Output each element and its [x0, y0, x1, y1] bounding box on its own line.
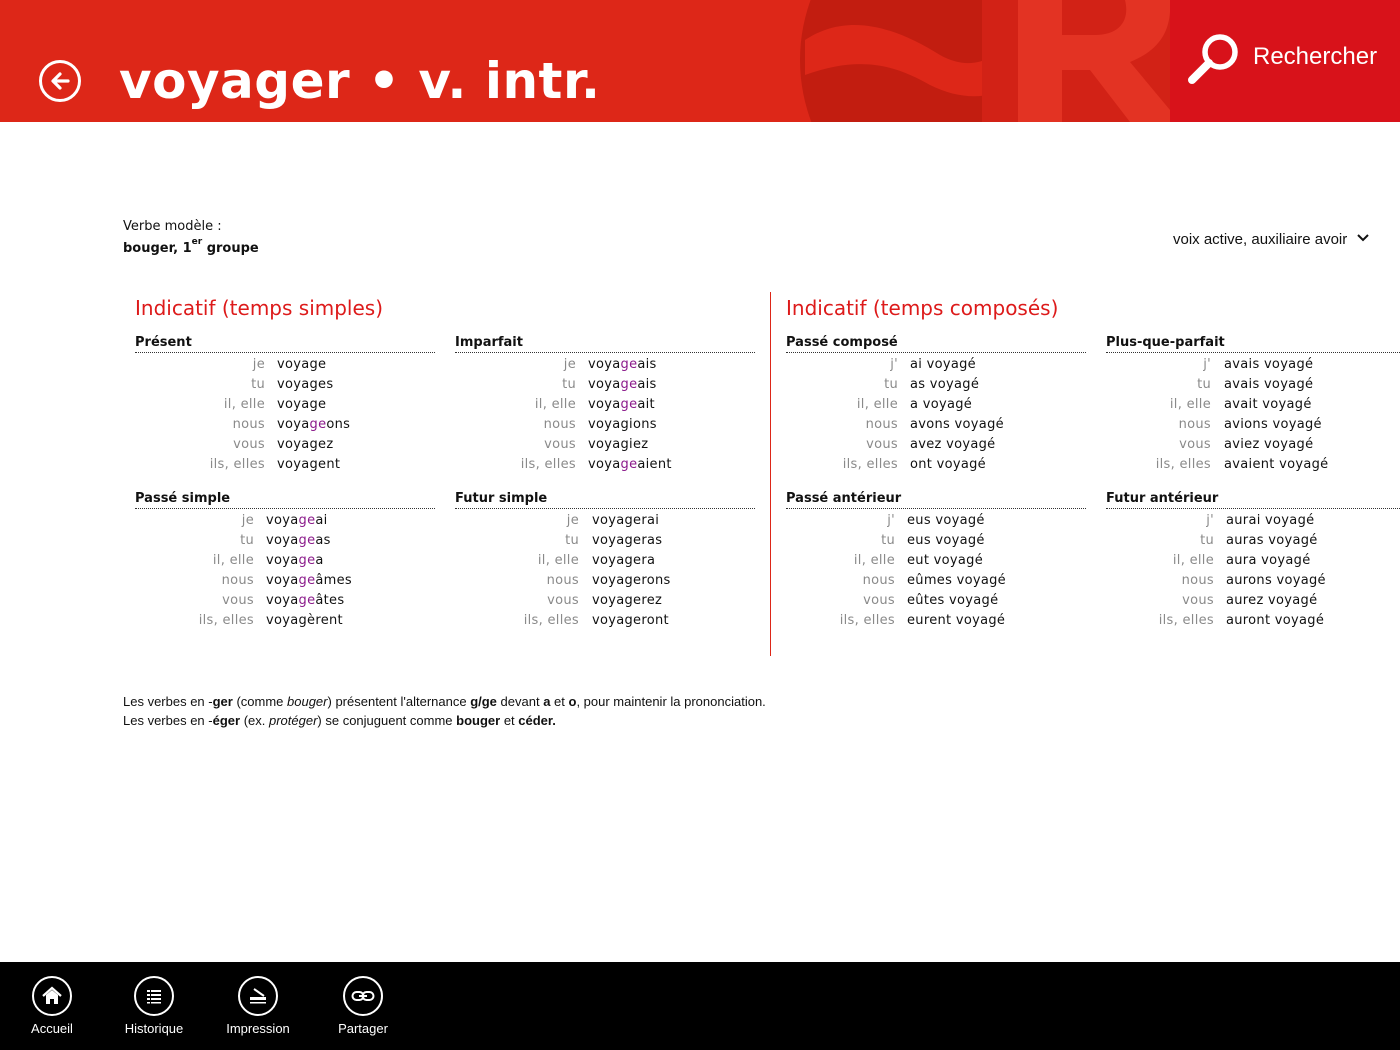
- conjugation-row: [786, 415, 1086, 435]
- conjugation-row: [1106, 435, 1400, 455]
- print-button[interactable]: [206, 962, 310, 1050]
- conjugation-row: [135, 435, 435, 455]
- verb-form: [592, 531, 662, 551]
- pronoun: tu: [884, 377, 898, 392]
- verb-form: [592, 511, 659, 531]
- conjugation-row: [455, 531, 755, 551]
- note-segment: ger: [212, 694, 233, 709]
- verb-form-part: a: [315, 553, 324, 568]
- pronoun: tu: [565, 533, 579, 548]
- verb-form-part: eurent voyagé: [907, 613, 1006, 628]
- conjugation-row: [455, 375, 755, 395]
- verb-form: [1226, 571, 1326, 591]
- verb-form: [588, 415, 657, 435]
- pronoun: ils, elles: [520, 457, 576, 472]
- share-button-circle: [343, 976, 383, 1016]
- tense-title: Futur simple: [455, 491, 755, 509]
- pronoun: ils, elles: [1155, 457, 1211, 472]
- verb-form-part: voyagerai: [592, 513, 660, 528]
- verb-form-part: ont voyagé: [910, 457, 986, 472]
- tense-imparfait: [455, 335, 755, 475]
- conjugation-row: [786, 395, 1086, 415]
- pronoun: vous: [233, 437, 265, 452]
- tense-title: Passé antérieur: [786, 491, 1086, 509]
- note-segment: o: [568, 694, 577, 709]
- pronoun: je: [252, 357, 265, 372]
- home-icon: [40, 984, 64, 1008]
- search-label: Rechercher: [1253, 43, 1378, 70]
- verb-form-part: ais: [637, 357, 657, 372]
- print-button-circle: [238, 976, 278, 1016]
- section-title-composed: Indicatif (temps composés): [786, 296, 1059, 320]
- verb-form-part: eut voyagé: [907, 553, 984, 568]
- pronoun: nous: [1181, 573, 1214, 588]
- pronoun: il, elle: [534, 397, 576, 412]
- conjugation-row: [455, 511, 755, 531]
- conjugation-row: [1106, 415, 1400, 435]
- verb-form-highlight: ge: [620, 397, 638, 412]
- verb-form-part: voya: [588, 457, 621, 472]
- note-segment: a: [543, 694, 551, 709]
- note-segment: céder.: [518, 713, 556, 728]
- note-segment: protéger: [268, 713, 318, 728]
- history-label: Historique: [124, 1021, 184, 1036]
- verb-form-part: eûmes voyagé: [907, 573, 1006, 588]
- voice-dropdown-value: voix active, auxiliaire avoir: [1173, 231, 1348, 248]
- verb-form-highlight: ge: [620, 377, 638, 392]
- share-label: Partager: [338, 1021, 388, 1036]
- verb-form-part: ait: [637, 397, 655, 412]
- link-icon: [351, 984, 375, 1008]
- verb-form-part: voyagèrent: [266, 613, 343, 628]
- note-segment: (comme: [232, 694, 288, 709]
- tense-title: Présent: [135, 335, 435, 353]
- tense-passe-simple: [135, 491, 435, 631]
- conjugation-row: [1106, 375, 1400, 395]
- verb-form-part: avons voyagé: [910, 417, 1004, 432]
- pronoun: nous: [221, 573, 254, 588]
- conjugation-row: [786, 455, 1086, 475]
- conjugation-row: [786, 511, 1086, 531]
- verb-form: [592, 551, 655, 571]
- verb-form-part: aurez voyagé: [1226, 593, 1318, 608]
- verb-form-highlight: ge: [298, 533, 316, 548]
- pronoun: ils, elles: [839, 613, 895, 628]
- verb-form-part: aura voyagé: [1226, 553, 1311, 568]
- verb-form: [592, 571, 671, 591]
- verb-form: [907, 511, 985, 531]
- verb-form: [277, 375, 333, 395]
- list-icon: [142, 984, 166, 1008]
- verb-form-part: aurons voyagé: [1226, 573, 1326, 588]
- pronoun: il, elle: [537, 553, 579, 568]
- back-arrow-icon: [48, 69, 72, 93]
- pronoun: tu: [881, 533, 895, 548]
- magnifier-icon: [1184, 30, 1244, 90]
- verb-form-part: voyageront: [592, 613, 669, 628]
- print-label: Impression: [226, 1021, 290, 1036]
- verb-form-part: voyagiez: [588, 437, 649, 452]
- conjugation-row: [135, 531, 435, 551]
- pronoun: tu: [240, 533, 254, 548]
- conjugation-row: [786, 375, 1086, 395]
- pronoun: j': [890, 357, 898, 372]
- conjugation-row: [1106, 531, 1400, 551]
- verb-form-part: voyage: [277, 357, 327, 372]
- home-button[interactable]: [0, 962, 104, 1050]
- verb-form: [910, 455, 986, 475]
- verb-form: [1226, 511, 1314, 531]
- verb-form-part: a voyagé: [910, 397, 973, 412]
- verb-form: [1224, 435, 1313, 455]
- tense-futur-anterieur: [1106, 491, 1400, 631]
- verb-form: [907, 591, 998, 611]
- tense-futur-simple: [455, 491, 755, 631]
- model-verb-label: Verbe modèle :: [123, 219, 222, 234]
- conjugation-row: [135, 571, 435, 591]
- model-verb-group: groupe: [202, 241, 259, 256]
- note-segment: Les verbes en -: [123, 713, 213, 728]
- verb-form-part: aviez voyagé: [1224, 437, 1314, 452]
- tense-present: [135, 335, 435, 475]
- verb-form: [266, 531, 331, 551]
- history-button[interactable]: [102, 962, 206, 1050]
- verb-form-part: ai: [315, 513, 328, 528]
- verb-form-part: ais: [637, 377, 657, 392]
- conjugation-row: [1106, 611, 1400, 631]
- pronoun: il, elle: [856, 397, 898, 412]
- verb-form: [910, 395, 972, 415]
- conjugation-row: [455, 415, 755, 435]
- verb-form: [277, 355, 326, 375]
- verb-form: [588, 395, 655, 415]
- conjugation-row: [786, 551, 1086, 571]
- verb-form-part: voyagerez: [592, 593, 663, 608]
- conjugation-row: [455, 455, 755, 475]
- verb-form: [910, 375, 979, 395]
- verb-form: [907, 531, 985, 551]
- pronoun: vous: [544, 437, 576, 452]
- verb-form: [910, 355, 976, 375]
- note-line-1: [123, 693, 766, 710]
- conjugation-row: [135, 395, 435, 415]
- verb-form: [907, 551, 983, 571]
- verb-form-part: aient: [637, 457, 672, 472]
- verb-form-part: voya: [277, 417, 310, 432]
- conjugation-row: [1106, 455, 1400, 475]
- note-segment: éger: [212, 713, 241, 728]
- pronoun: j': [887, 513, 895, 528]
- conjugation-row: [135, 551, 435, 571]
- verb-form-part: avaient voyagé: [1224, 457, 1329, 472]
- verb-form: [592, 591, 662, 611]
- verb-form: [266, 591, 344, 611]
- conjugation-row: [786, 591, 1086, 611]
- tense-passe-compose: [786, 335, 1086, 475]
- verb-form-part: ons: [326, 417, 351, 432]
- verb-form-part: auront voyagé: [1226, 613, 1325, 628]
- verb-form: [1224, 455, 1328, 475]
- voice-dropdown[interactable]: [1173, 228, 1373, 252]
- pronoun: vous: [222, 593, 254, 608]
- note-line-2: [123, 712, 556, 729]
- verb-form: [1226, 611, 1324, 631]
- note-segment: bouger: [456, 713, 501, 728]
- verb-form-part: voyages: [277, 377, 334, 392]
- tense-title: Imparfait: [455, 335, 755, 353]
- conjugation-row: [1106, 551, 1400, 571]
- pronoun: tu: [1197, 377, 1211, 392]
- verb-form-highlight: ge: [298, 513, 316, 528]
- conjugation-row: [455, 395, 755, 415]
- verb-form-highlight: ge: [298, 553, 316, 568]
- verb-form-part: avais voyagé: [1224, 357, 1314, 372]
- verb-form: [1224, 355, 1313, 375]
- verb-form: [910, 435, 995, 455]
- chevron-down-icon: [1356, 231, 1370, 245]
- conjugation-row: [135, 375, 435, 395]
- home-button-circle: [32, 976, 72, 1016]
- pronoun: vous: [866, 437, 898, 452]
- verb-form-part: avez voyagé: [910, 437, 996, 452]
- pronoun: il, elle: [212, 553, 254, 568]
- pronoun: ils, elles: [523, 613, 579, 628]
- verb-form-part: eus voyagé: [907, 533, 985, 548]
- verb-form: [1224, 375, 1313, 395]
- verb-form-part: âtes: [315, 593, 345, 608]
- tense-title: Passé composé: [786, 335, 1086, 353]
- page-title: voyager • v. intr.: [119, 52, 601, 110]
- model-verb-value[interactable]: [123, 237, 259, 258]
- tense-title: Futur antérieur: [1106, 491, 1400, 509]
- verb-form-part: voya: [588, 357, 621, 372]
- verb-form: [1224, 415, 1322, 435]
- pronoun: ils, elles: [1158, 613, 1214, 628]
- note-segment: ) se conjuguent comme: [317, 713, 457, 728]
- note-segment: et: [500, 713, 519, 728]
- conjugation-row: [135, 591, 435, 611]
- verb-form-part: voya: [266, 553, 299, 568]
- pronoun: il, elle: [223, 397, 265, 412]
- pronoun: je: [566, 513, 579, 528]
- verb-form-part: voya: [266, 533, 299, 548]
- pronoun: vous: [863, 593, 895, 608]
- model-verb: bouger, 1: [123, 241, 192, 256]
- verb-form-part: voyagez: [277, 437, 334, 452]
- verb-form-part: voya: [266, 573, 299, 588]
- app-bar: [0, 962, 1400, 1050]
- tense-passe-anterieur: [786, 491, 1086, 631]
- conjugation-row: [455, 611, 755, 631]
- conjugation-row: [455, 435, 755, 455]
- conjugation-row: [135, 511, 435, 531]
- verb-form: [1226, 531, 1318, 551]
- model-verb-ordinal: er: [191, 237, 203, 247]
- verb-form-part: voyagerons: [592, 573, 671, 588]
- conjugation-row: [1106, 571, 1400, 591]
- verb-form-part: voyagent: [277, 457, 341, 472]
- pronoun: nous: [1178, 417, 1211, 432]
- pronoun: vous: [1182, 593, 1214, 608]
- verb-form: [910, 415, 1004, 435]
- pronoun: ils, elles: [842, 457, 898, 472]
- verb-form-part: voyagera: [592, 553, 656, 568]
- note-segment: (ex.: [240, 713, 269, 728]
- verb-form-part: voyage: [277, 397, 327, 412]
- verb-form-part: voyageras: [592, 533, 663, 548]
- pronoun: j': [1203, 357, 1211, 372]
- header-bar: [0, 0, 1400, 122]
- tense-plus-que-parfait: [1106, 335, 1400, 475]
- conjugation-row: [135, 415, 435, 435]
- note-segment: Les verbes en -: [123, 694, 213, 709]
- verb-form-part: as: [315, 533, 331, 548]
- conjugation-row: [1106, 591, 1400, 611]
- pronoun: vous: [1179, 437, 1211, 452]
- conjugation-row: [455, 551, 755, 571]
- home-label: Accueil: [31, 1021, 73, 1036]
- verb-form: [907, 571, 1006, 591]
- verb-form-part: voya: [588, 377, 621, 392]
- search-button[interactable]: [1170, 0, 1400, 122]
- note-segment: g/ge: [470, 694, 497, 709]
- verb-form-part: âmes: [315, 573, 352, 588]
- pronoun: vous: [547, 593, 579, 608]
- conjugation-row: [135, 611, 435, 631]
- conjugation-row: [1106, 355, 1400, 375]
- verb-form-part: voya: [266, 513, 299, 528]
- verb-form-part: auras voyagé: [1226, 533, 1318, 548]
- verb-form-part: eus voyagé: [907, 513, 985, 528]
- tense-title: Plus-que-parfait: [1106, 335, 1400, 353]
- pronoun: nous: [543, 417, 576, 432]
- note-segment: , pour maintenir la prononciation.: [576, 694, 766, 709]
- verb-form-highlight: ge: [620, 457, 638, 472]
- tense-title: Passé simple: [135, 491, 435, 509]
- conjugation-row: [786, 355, 1086, 375]
- pronoun: nous: [232, 417, 265, 432]
- verb-form: [588, 455, 672, 475]
- verb-form-part: avais voyagé: [1224, 377, 1314, 392]
- conjugation-row: [1106, 395, 1400, 415]
- back-button[interactable]: [39, 60, 81, 102]
- history-button-circle: [134, 976, 174, 1016]
- verb-form-part: eûtes voyagé: [907, 593, 999, 608]
- verb-form-part: ai voyagé: [910, 357, 976, 372]
- conjugation-row: [1106, 511, 1400, 531]
- conjugation-row: [786, 435, 1086, 455]
- conjugation-row: [135, 355, 435, 375]
- verb-form-highlight: ge: [620, 357, 638, 372]
- pronoun: nous: [865, 417, 898, 432]
- pronoun: nous: [546, 573, 579, 588]
- pronoun: il, elle: [1169, 397, 1211, 412]
- verb-form: [277, 455, 340, 475]
- conjugation-row: [786, 571, 1086, 591]
- conjugation-row: [135, 455, 435, 475]
- note-segment: bouger: [287, 694, 328, 709]
- verb-form: [588, 375, 657, 395]
- verb-form-part: aurai voyagé: [1226, 513, 1315, 528]
- verb-form: [266, 611, 343, 631]
- verb-form-part: avait voyagé: [1224, 397, 1312, 412]
- conjugation-row: [786, 611, 1086, 631]
- conjugation-row: [455, 591, 755, 611]
- verb-form: [277, 435, 333, 455]
- pronoun: tu: [1200, 533, 1214, 548]
- verb-form: [266, 551, 324, 571]
- pronoun: ils, elles: [209, 457, 265, 472]
- verb-form: [277, 395, 326, 415]
- verb-form-highlight: ge: [309, 417, 327, 432]
- verb-form-highlight: ge: [298, 573, 316, 588]
- pronoun: il, elle: [1172, 553, 1214, 568]
- verb-form: [266, 511, 328, 531]
- pronoun: tu: [251, 377, 265, 392]
- pronoun: je: [563, 357, 576, 372]
- verb-form-part: avions voyagé: [1224, 417, 1322, 432]
- share-button[interactable]: [311, 962, 415, 1050]
- section-title-simple: Indicatif (temps simples): [135, 296, 384, 320]
- pronoun: j': [1206, 513, 1214, 528]
- printer-icon: [246, 984, 270, 1008]
- conjugation-row: [786, 531, 1086, 551]
- pronoun: il, elle: [853, 553, 895, 568]
- conjugation-row: [455, 355, 755, 375]
- verb-form: [1224, 395, 1312, 415]
- pronoun: ils, elles: [198, 613, 254, 628]
- pronoun: tu: [562, 377, 576, 392]
- verb-form: [1226, 551, 1311, 571]
- verb-form: [1226, 591, 1317, 611]
- verb-form-part: voya: [588, 397, 621, 412]
- pronoun: nous: [862, 573, 895, 588]
- verb-form-part: voya: [266, 593, 299, 608]
- pronoun: je: [241, 513, 254, 528]
- note-segment: ) présentent l'alternance: [327, 694, 471, 709]
- note-segment: et: [550, 694, 569, 709]
- note-segment: devant: [496, 694, 544, 709]
- verb-form: [266, 571, 352, 591]
- section-divider: [770, 292, 771, 656]
- verb-form: [907, 611, 1005, 631]
- verb-form-part: as voyagé: [910, 377, 980, 392]
- conjugation-row: [455, 571, 755, 591]
- verb-form: [277, 415, 350, 435]
- verb-form-highlight: ge: [298, 593, 316, 608]
- verb-form-part: voyagions: [588, 417, 657, 432]
- verb-form: [588, 355, 657, 375]
- verb-form: [592, 611, 669, 631]
- brand-logo-icon: [800, 0, 1170, 122]
- verb-form: [588, 435, 648, 455]
